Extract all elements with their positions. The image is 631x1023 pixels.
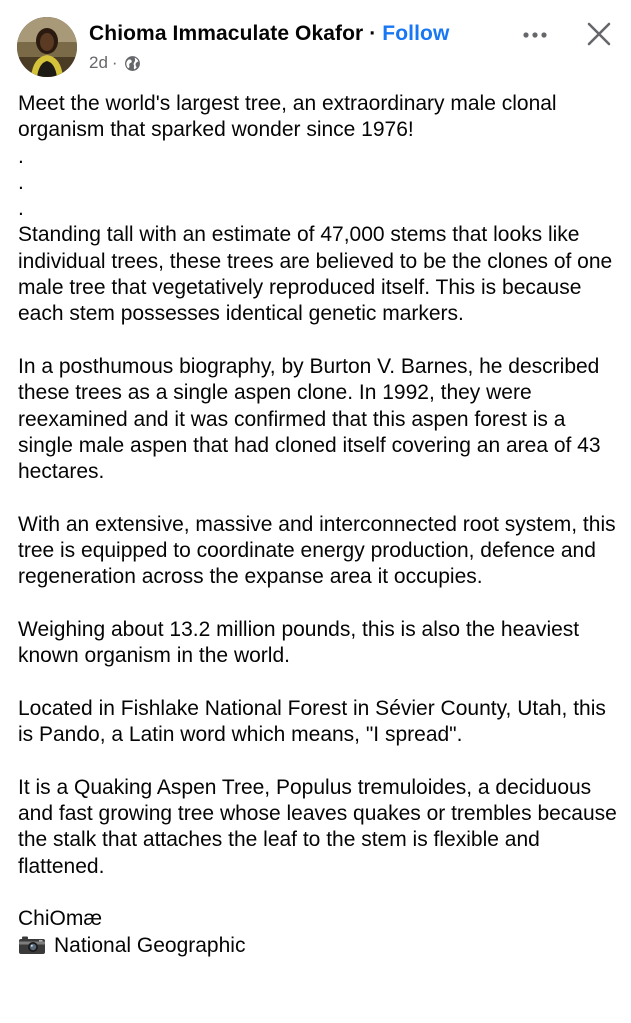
post-dot: . (18, 144, 24, 168)
timestamp[interactable]: 2d (89, 53, 108, 72)
post-intro: Meet the world's largest tree, an extraordinary male clonal organism that sparked wonder since 1976! (18, 92, 557, 142)
follow-button[interactable]: Follow (382, 22, 450, 45)
author-separator: · (369, 22, 377, 45)
post-credit-line (18, 933, 618, 959)
post-paragraph: Weighing about 13.2 million pounds, this is also the heaviest known organism in the world. (18, 617, 580, 668)
post-dot: . (18, 170, 24, 194)
post-body (18, 91, 618, 959)
close-icon[interactable] (585, 20, 613, 48)
avatar-image (17, 17, 77, 77)
paragraph-gap (18, 328, 618, 354)
post-credit: National Geographic (54, 933, 246, 957)
meta-separator: · (111, 53, 118, 72)
paragraph-gap (18, 670, 618, 696)
more-horizontal-icon[interactable] (520, 22, 550, 48)
post-paragraph: With an extensive, massive and interconnected root system, this tree is equipped to coordinate energy production, defence and regeneration across the expanse area it occupies. (18, 512, 616, 589)
post-header (0, 0, 631, 82)
post-paragraph: Located in Fishlake National Forest in Sévier County, Utah, this is Pando, a Latin word which means, "I spread". (18, 696, 606, 747)
post-paragraph: Standing tall with an estimate of 47,000 stems that looks like individual trees, these trees are believed to be the clones of one male tree that vegetatively reproduced itself. This is because each stem possesses identical genetic markers. (18, 223, 613, 326)
paragraph-gap (18, 748, 618, 774)
paragraph-gap (18, 591, 618, 617)
globe-icon (124, 55, 141, 72)
paragraph-gap (18, 880, 618, 906)
avatar[interactable] (17, 17, 77, 77)
post-dot: . (18, 197, 24, 221)
author-name[interactable]: Chioma Immaculate Okafor (89, 22, 364, 45)
author-line (89, 22, 449, 46)
post-meta (89, 53, 141, 73)
post-paragraph: It is a Quaking Aspen Tree, Populus tremuloides, a deciduous and fast growing tree whose leaves quakes or trembles because the stalk that attaches the leaf to the stem is flexible and flattened. (18, 775, 617, 878)
post-signature: ChiOmæ (18, 907, 103, 931)
camera-icon (18, 935, 46, 955)
paragraph-gap (18, 485, 618, 511)
post-paragraph: In a posthumous biography, by Burton V. Barnes, he described these trees as a single aspen clone. In 1992, they were reexamined and it was confirmed that this aspen forest is a single male aspen that had cloned itself covering an area of 43 hectares. (18, 354, 601, 484)
